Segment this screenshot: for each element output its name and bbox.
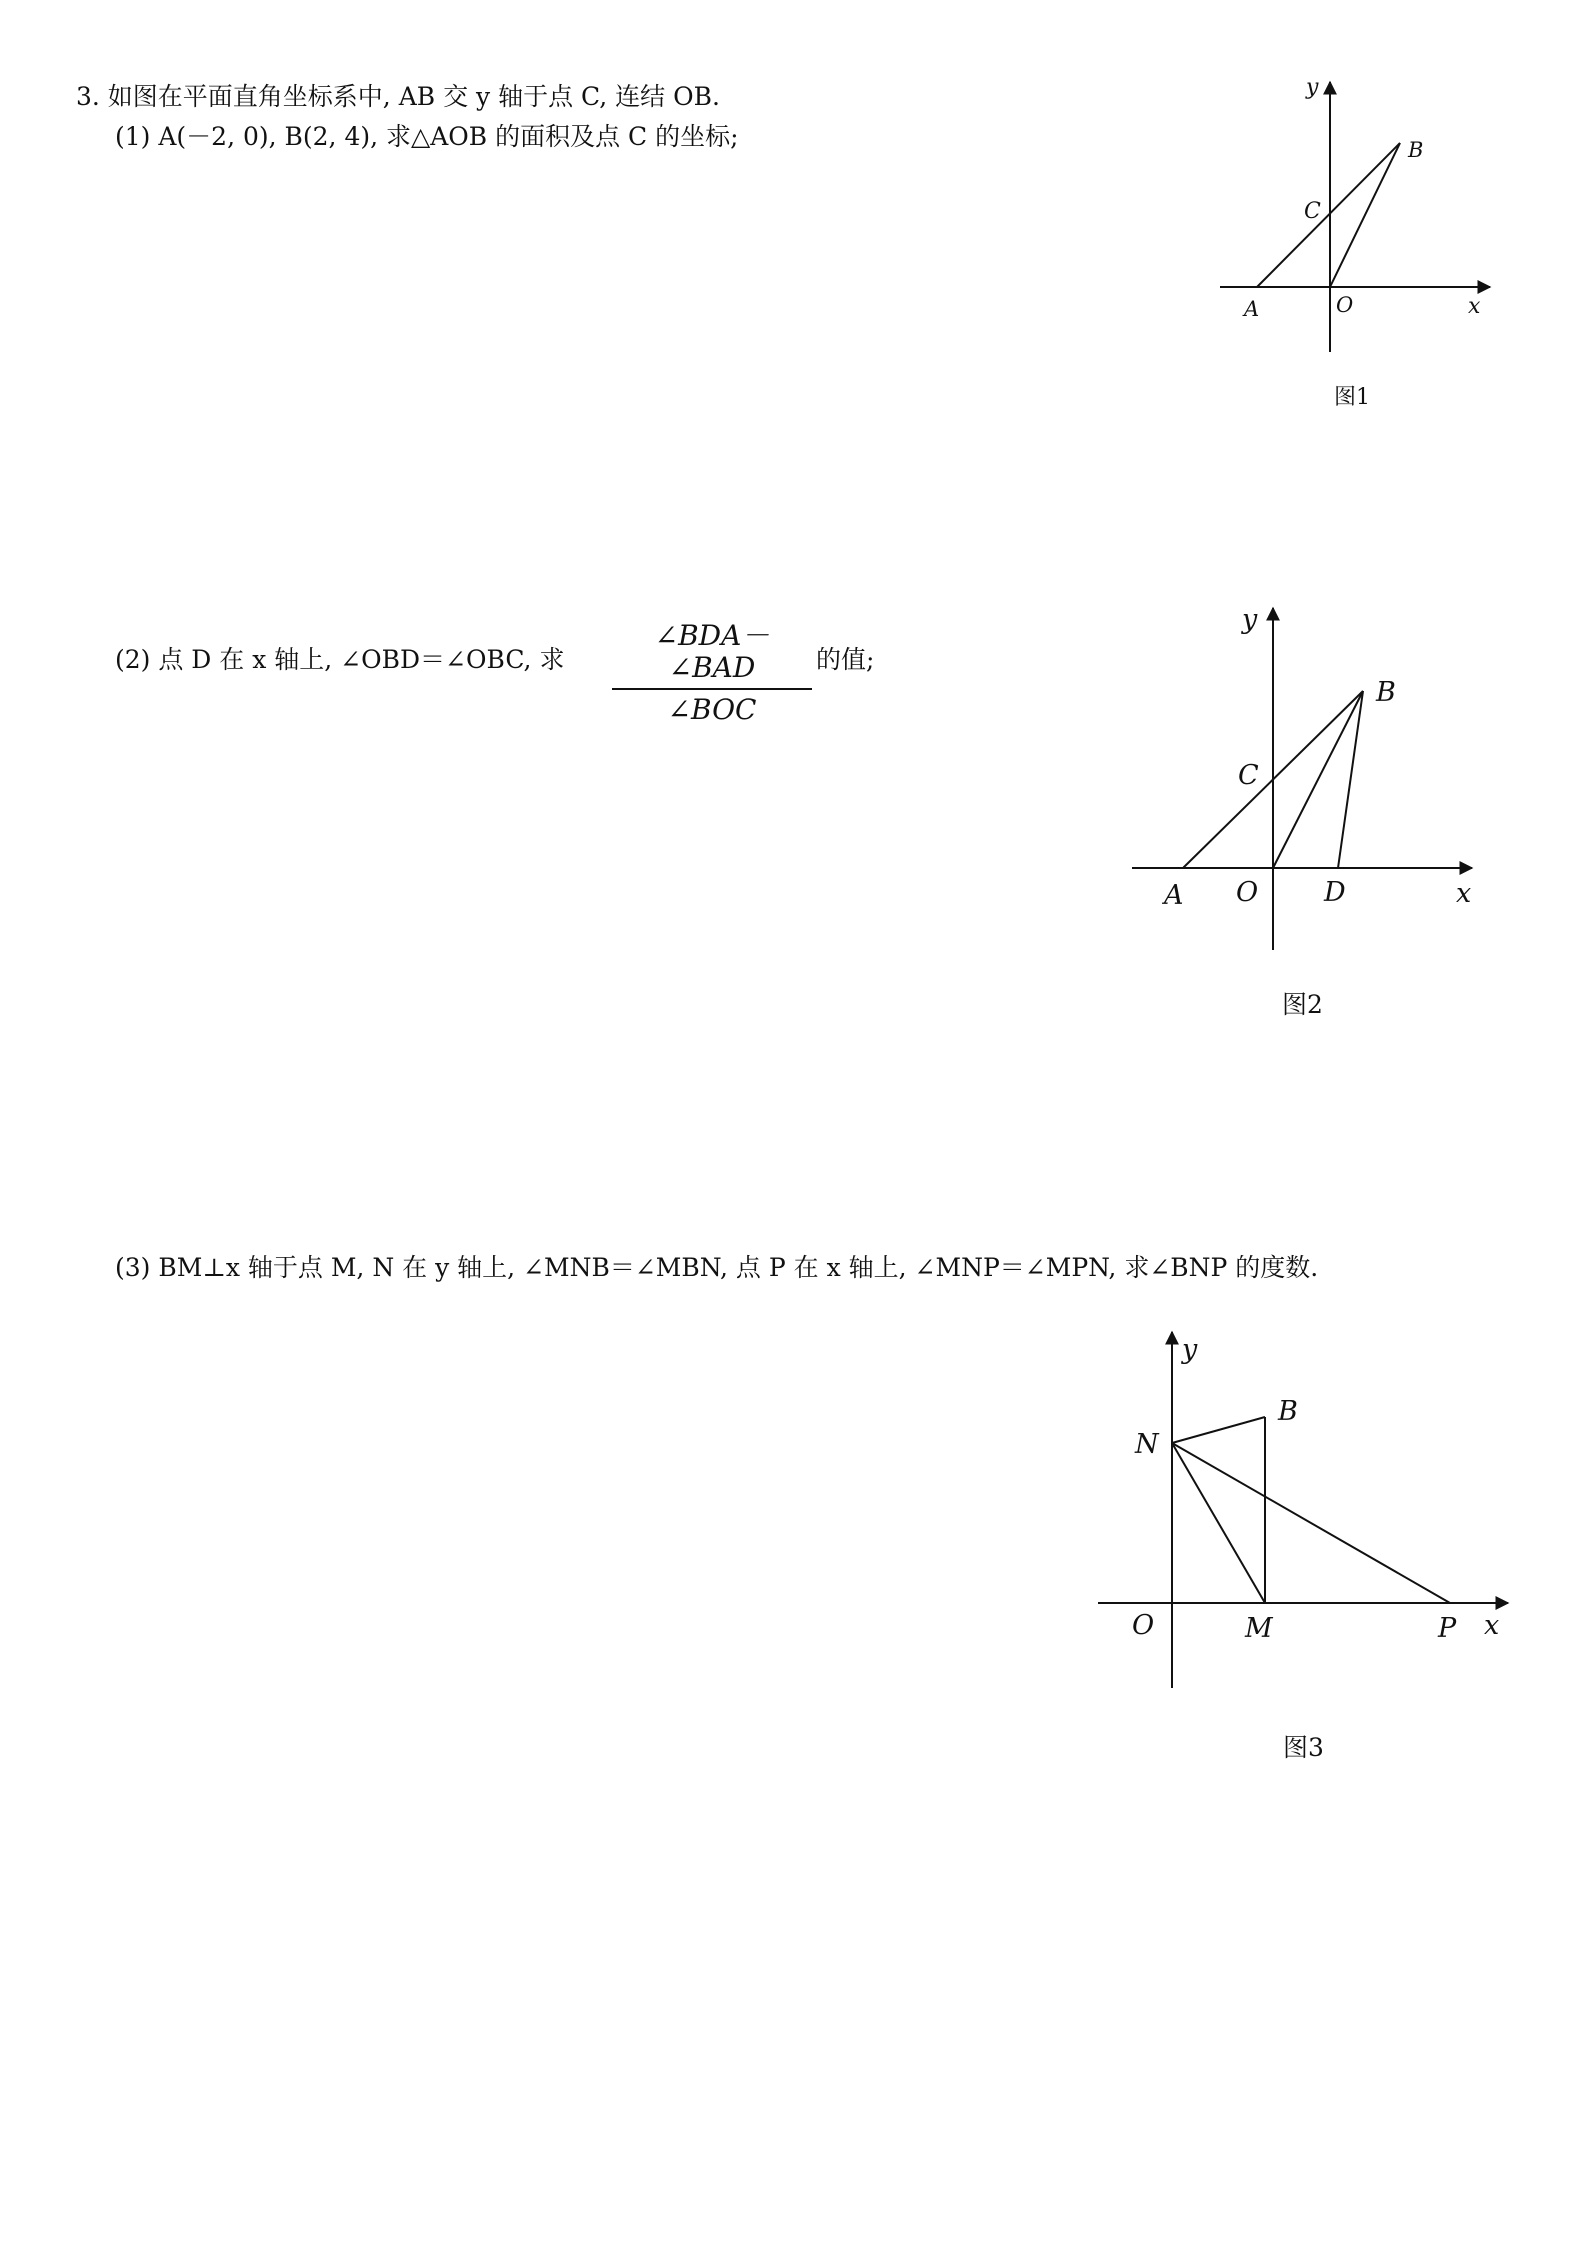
label-D: D [1324,877,1346,908]
segment-NM [1172,1443,1265,1603]
label-y: y [1306,75,1319,100]
figure-1-caption: 图1 [1334,385,1370,410]
label-O: O [1132,1610,1155,1641]
segment-NB [1172,1417,1265,1443]
label-O: O [1236,877,1259,908]
part2-fraction [612,620,812,727]
label-y: y [1242,604,1258,635]
label-O: O [1336,293,1354,317]
figure-2-diagram [1120,600,1500,960]
part2-prefix: (2) 点 D 在 x 轴上, ∠OBD＝∠OBC, 求 [115,645,565,674]
label-y: y [1182,1334,1198,1365]
label-A: A [1164,880,1184,911]
figure-1-diagram [1200,70,1500,370]
figure-3-diagram [1090,1320,1510,1700]
label-M: M [1245,1613,1273,1644]
label-x: x [1468,294,1481,319]
problem-intro: 3. 如图在平面直角坐标系中, AB 交 y 轴于点 C, 连结 OB. [76,82,720,111]
segment-NP [1172,1443,1450,1603]
label-B: B [1408,138,1424,162]
label-B: B [1278,1396,1298,1427]
fraction-bar [612,688,812,690]
label-N: N [1135,1429,1159,1460]
label-C: C [1238,760,1259,791]
label-A: A [1244,297,1260,321]
label-C: C [1304,199,1321,224]
segment-AB [1257,143,1400,287]
label-x: x [1456,878,1472,909]
fraction-numerator: ∠BDA－∠BAD [654,619,770,685]
part2-suffix: 的值; [816,645,875,674]
figure-2-caption: 图2 [1282,990,1323,1019]
figure-3-caption: 图3 [1283,1733,1324,1762]
label-P: P [1438,1613,1457,1644]
label-B: B [1376,677,1396,708]
label-x: x [1484,1610,1500,1641]
part1-question: (1) A(－2, 0), B(2, 4), 求△AOB 的面积及点 C 的坐标; [115,122,739,151]
part3-question: (3) BM⊥x 轴于点 M, N 在 y 轴上, ∠MNB＝∠MBN, 点 P 在 x 轴上, ∠MNP＝∠MPN, 求∠BNP 的度数. [115,1253,1319,1282]
segment-OB [1330,143,1400,287]
fraction-denominator: ∠BOC [667,693,757,727]
